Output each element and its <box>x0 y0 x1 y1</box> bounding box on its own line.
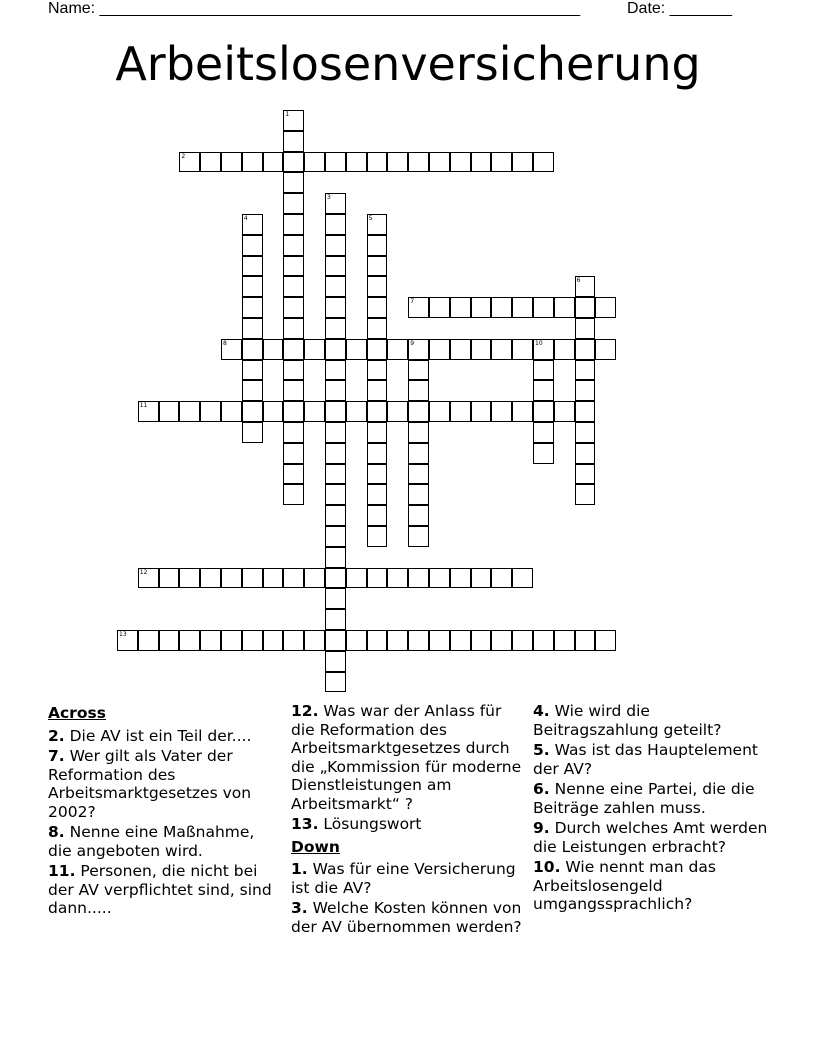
grid-cell[interactable] <box>200 152 221 173</box>
grid-cell[interactable] <box>471 297 492 318</box>
grid-cell[interactable] <box>325 214 346 235</box>
grid-cell[interactable] <box>283 214 304 235</box>
grid-cell[interactable] <box>367 235 388 256</box>
grid-cell[interactable] <box>575 297 596 318</box>
grid-cell[interactable] <box>575 318 596 339</box>
grid-cell[interactable] <box>533 297 554 318</box>
page-title: Arbeitslosenversicherung <box>115 37 701 91</box>
grid-cell[interactable] <box>533 401 554 422</box>
grid-cell[interactable] <box>263 339 284 360</box>
grid-cell[interactable] <box>450 568 471 589</box>
grid-cell[interactable] <box>304 339 325 360</box>
grid-cell[interactable] <box>283 318 304 339</box>
grid-cell[interactable] <box>387 630 408 651</box>
grid-cell[interactable] <box>367 318 388 339</box>
grid-cell[interactable] <box>491 568 512 589</box>
grid-cell[interactable] <box>554 401 575 422</box>
grid-cell[interactable] <box>325 422 346 443</box>
clue-column-2 <box>291 702 523 938</box>
grid-cell[interactable] <box>471 401 492 422</box>
grid-cell[interactable] <box>283 360 304 381</box>
grid-cell[interactable] <box>138 630 159 651</box>
grid-cell[interactable] <box>387 568 408 589</box>
grid-cell[interactable] <box>283 339 304 360</box>
clue-down-9: 9. Durch welches Amt werden die Leistungen erbracht? <box>533 819 768 856</box>
grid-cell[interactable] <box>554 297 575 318</box>
grid-cell[interactable] <box>263 568 284 589</box>
grid-cell[interactable] <box>408 360 429 381</box>
grid-cell[interactable] <box>325 464 346 485</box>
grid-cell[interactable] <box>367 422 388 443</box>
grid-cell[interactable] <box>450 297 471 318</box>
grid-cell[interactable] <box>304 630 325 651</box>
clue-number-label: 11 <box>139 402 148 410</box>
clue-down-6: 6. Nenne eine Partei, die die Beiträge zahlen muss. <box>533 780 755 817</box>
grid-cell[interactable] <box>471 630 492 651</box>
grid-cell[interactable] <box>408 630 429 651</box>
grid-cell[interactable] <box>325 380 346 401</box>
grid-cell[interactable] <box>512 339 533 360</box>
grid-cell[interactable] <box>491 297 512 318</box>
grid-cell[interactable] <box>387 401 408 422</box>
clue-down-3: 3. Welche Kosten können von der AV übernommen werden? <box>291 899 522 936</box>
grid-cell[interactable] <box>304 568 325 589</box>
grid-cell[interactable] <box>283 401 304 422</box>
grid-cell[interactable] <box>221 401 242 422</box>
grid-cell[interactable] <box>283 152 304 173</box>
grid-cell[interactable] <box>367 630 388 651</box>
down-heading: Down <box>291 837 340 856</box>
grid-cell[interactable] <box>325 443 346 464</box>
grid-cell[interactable] <box>408 443 429 464</box>
grid-cell[interactable] <box>242 380 263 401</box>
grid-cell[interactable] <box>200 568 221 589</box>
grid-cell[interactable] <box>367 276 388 297</box>
grid-cell[interactable] <box>554 339 575 360</box>
grid-cell[interactable] <box>325 547 346 568</box>
grid-cell[interactable] <box>429 401 450 422</box>
clue-across-8: 8. Nenne eine Maßnahme, die angeboten wird. <box>48 823 255 860</box>
grid-cell[interactable] <box>429 297 450 318</box>
grid-cell[interactable] <box>242 630 263 651</box>
grid-cell[interactable] <box>179 630 200 651</box>
grid-cell[interactable] <box>242 297 263 318</box>
grid-cell[interactable] <box>159 401 180 422</box>
grid-cell[interactable] <box>242 318 263 339</box>
grid-cell[interactable] <box>367 484 388 505</box>
clue-across-12: 12. Was war der Anlass für die Reformation des Arbeitsmarktgesetzes durch die „Kommission für moderne Dienstleistungen am Arbeitsmarkt“ ? <box>291 702 522 813</box>
grid-cell[interactable] <box>491 401 512 422</box>
grid-cell[interactable] <box>408 152 429 173</box>
grid-cell[interactable] <box>325 401 346 422</box>
grid-cell[interactable] <box>575 630 596 651</box>
grid-cell[interactable] <box>471 152 492 173</box>
clue-number-label: 5 <box>368 215 373 222</box>
grid-cell[interactable] <box>367 360 388 381</box>
clue-down-5: 5. Was ist das Hauptelement der AV? <box>533 741 758 778</box>
grid-cell[interactable] <box>283 464 304 485</box>
grid-cell[interactable] <box>325 276 346 297</box>
grid-cell[interactable] <box>283 110 304 131</box>
grid-cell[interactable] <box>512 401 533 422</box>
grid-cell[interactable] <box>595 297 616 318</box>
grid-cell[interactable] <box>575 422 596 443</box>
grid-cell[interactable] <box>471 568 492 589</box>
grid-cell[interactable] <box>138 568 159 589</box>
grid-cell[interactable] <box>346 152 367 173</box>
grid-cell[interactable] <box>575 464 596 485</box>
grid-cell[interactable] <box>325 588 346 609</box>
grid-cell[interactable] <box>325 235 346 256</box>
grid-cell[interactable] <box>408 484 429 505</box>
grid-cell[interactable] <box>450 630 471 651</box>
grid-cell[interactable] <box>221 630 242 651</box>
clue-number-label: 13 <box>119 631 127 638</box>
grid-cell[interactable] <box>179 568 200 589</box>
clue-down-10: 10. Wie nennt man das Arbeitslosengeld umgangssprachlich? <box>533 858 716 913</box>
grid-cell[interactable] <box>283 484 304 505</box>
grid-cell[interactable] <box>429 339 450 360</box>
grid-cell[interactable] <box>575 484 596 505</box>
grid-cell[interactable] <box>367 380 388 401</box>
grid-cell[interactable] <box>242 152 263 173</box>
name-field[interactable]: Name: ______________________________________________________ <box>48 0 581 17</box>
grid-cell[interactable] <box>242 422 263 443</box>
grid-cell[interactable] <box>471 339 492 360</box>
grid-cell[interactable] <box>283 422 304 443</box>
grid-cell[interactable] <box>200 401 221 422</box>
clue-across-13: 13. Lösungswort <box>291 815 422 833</box>
clue-number-label: 6 <box>576 277 581 285</box>
grid-cell[interactable] <box>595 339 616 360</box>
grid-cell[interactable] <box>242 276 263 297</box>
clue-number-label: 10 <box>535 339 543 347</box>
grid-cell[interactable] <box>138 401 159 422</box>
grid-cell[interactable] <box>367 505 388 526</box>
grid-cell[interactable] <box>491 630 512 651</box>
grid-cell[interactable] <box>450 339 471 360</box>
grid-cell[interactable] <box>325 609 346 630</box>
grid-cell[interactable] <box>512 630 533 651</box>
grid-cell[interactable] <box>429 568 450 589</box>
grid-cell[interactable] <box>179 152 200 173</box>
grid-cell[interactable] <box>533 422 554 443</box>
grid-cell[interactable] <box>575 360 596 381</box>
grid-cell[interactable] <box>325 484 346 505</box>
grid-cell[interactable] <box>408 505 429 526</box>
grid-cell[interactable] <box>367 526 388 547</box>
grid-cell[interactable] <box>283 380 304 401</box>
clue-across-2: 2. Die AV ist ein Teil der.... <box>48 726 252 745</box>
grid-cell[interactable] <box>533 380 554 401</box>
grid-cell[interactable] <box>263 401 284 422</box>
grid-cell[interactable] <box>179 401 200 422</box>
grid-cell[interactable] <box>242 256 263 277</box>
grid-cell[interactable] <box>263 630 284 651</box>
grid-cell[interactable] <box>575 276 596 297</box>
grid-cell[interactable] <box>242 235 263 256</box>
grid-cell[interactable] <box>283 235 304 256</box>
grid-cell[interactable] <box>367 464 388 485</box>
grid-cell[interactable] <box>283 131 304 152</box>
grid-cell[interactable] <box>450 401 471 422</box>
grid-cell[interactable] <box>242 360 263 381</box>
grid-cell[interactable] <box>450 152 471 173</box>
grid-cell[interactable] <box>325 630 346 651</box>
grid-cell[interactable] <box>283 193 304 214</box>
grid-cell[interactable] <box>575 401 596 422</box>
grid-cell[interactable] <box>346 568 367 589</box>
grid-cell[interactable] <box>408 297 429 318</box>
clue-number-label: 9 <box>410 339 415 347</box>
grid-cell[interactable] <box>533 339 554 360</box>
clue-number-label: 1 <box>285 111 290 118</box>
grid-cell[interactable] <box>367 152 388 173</box>
grid-cell[interactable] <box>512 297 533 318</box>
clue-number-label: 2 <box>181 152 186 160</box>
across-heading: Across <box>48 704 106 722</box>
grid-cell[interactable] <box>595 630 616 651</box>
grid-cell[interactable] <box>408 422 429 443</box>
grid-cell[interactable] <box>408 401 429 422</box>
clue-number-label: 12 <box>139 568 148 576</box>
grid-cell[interactable] <box>429 630 450 651</box>
grid-cell[interactable] <box>367 401 388 422</box>
grid-cell[interactable] <box>221 568 242 589</box>
grid-cell[interactable] <box>242 214 263 235</box>
clue-down-4: 4. Wie wird die Beitragszahlung geteilt? <box>533 702 722 739</box>
grid-cell[interactable] <box>325 568 346 589</box>
grid-cell[interactable] <box>408 526 429 547</box>
grid-cell[interactable] <box>221 152 242 173</box>
grid-cell[interactable] <box>325 193 346 214</box>
grid-cell[interactable] <box>325 672 346 693</box>
grid-cell[interactable] <box>304 152 325 173</box>
grid-cell[interactable] <box>325 152 346 173</box>
grid-cell[interactable] <box>325 505 346 526</box>
grid-cell[interactable] <box>346 339 367 360</box>
grid-cell[interactable] <box>346 401 367 422</box>
grid-cell[interactable] <box>512 152 533 173</box>
clue-across-11: 11. Personen, die nicht bei der AV verpflichtet sind, sind dann..... <box>48 862 272 917</box>
grid-cell[interactable] <box>575 380 596 401</box>
clue-number-label: 7 <box>410 298 415 306</box>
date-field[interactable]: Date: _______ <box>627 0 732 17</box>
grid-cell[interactable] <box>533 152 554 173</box>
grid-cell[interactable] <box>512 568 533 589</box>
grid-cell[interactable] <box>242 568 263 589</box>
grid-cell[interactable] <box>367 214 388 235</box>
grid-cell[interactable] <box>491 339 512 360</box>
grid-cell[interactable] <box>283 568 304 589</box>
grid-cell[interactable] <box>367 443 388 464</box>
grid-cell[interactable] <box>429 152 450 173</box>
grid-cell[interactable] <box>491 152 512 173</box>
grid-cell[interactable] <box>283 297 304 318</box>
grid-cell[interactable] <box>200 630 221 651</box>
clue-number-label: 8 <box>223 339 227 347</box>
grid-cell[interactable] <box>367 256 388 277</box>
grid-cell[interactable] <box>283 276 304 297</box>
grid-cell[interactable] <box>242 339 263 360</box>
grid-cell[interactable] <box>159 568 180 589</box>
grid-cell[interactable] <box>221 339 242 360</box>
grid-cell[interactable] <box>346 630 367 651</box>
grid-cell[interactable] <box>325 360 346 381</box>
grid-cell[interactable] <box>408 568 429 589</box>
grid-cell[interactable] <box>408 464 429 485</box>
clue-column-1 <box>48 702 280 920</box>
clue-down-1: 1. Was für eine Versicherung ist die AV? <box>291 860 516 897</box>
grid-cell[interactable] <box>325 651 346 672</box>
grid-cell[interactable] <box>283 443 304 464</box>
grid-cell[interactable] <box>575 339 596 360</box>
grid-cell[interactable] <box>575 443 596 464</box>
grid-cell[interactable] <box>408 380 429 401</box>
grid-cell[interactable] <box>325 256 346 277</box>
grid-cell[interactable] <box>283 256 304 277</box>
grid-cell[interactable] <box>325 526 346 547</box>
grid-cell[interactable] <box>367 568 388 589</box>
grid-cell[interactable] <box>387 152 408 173</box>
grid-cell[interactable] <box>283 630 304 651</box>
grid-cell[interactable] <box>325 339 346 360</box>
grid-cell[interactable] <box>159 630 180 651</box>
grid-cell[interactable] <box>117 630 138 651</box>
grid-cell[interactable] <box>242 401 263 422</box>
clue-column-3 <box>533 702 773 916</box>
grid-cell[interactable] <box>325 297 346 318</box>
grid-cell[interactable] <box>304 401 325 422</box>
grid-cell[interactable] <box>533 443 554 464</box>
grid-cell[interactable] <box>387 339 408 360</box>
grid-cell[interactable] <box>367 297 388 318</box>
grid-cell[interactable] <box>263 152 284 173</box>
grid-cell[interactable] <box>408 339 429 360</box>
grid-cell[interactable] <box>533 630 554 651</box>
grid-cell[interactable] <box>554 630 575 651</box>
grid-cell[interactable] <box>283 172 304 193</box>
grid-cell[interactable] <box>367 339 388 360</box>
clue-number-label: 4 <box>243 215 248 222</box>
grid-cell[interactable] <box>325 318 346 339</box>
clue-across-7: 7. Wer gilt als Vater der Reformation des Arbeitsmarktgesetzes von 2002? <box>48 747 252 821</box>
clue-number-label: 3 <box>327 194 331 202</box>
grid-cell[interactable] <box>533 360 554 381</box>
